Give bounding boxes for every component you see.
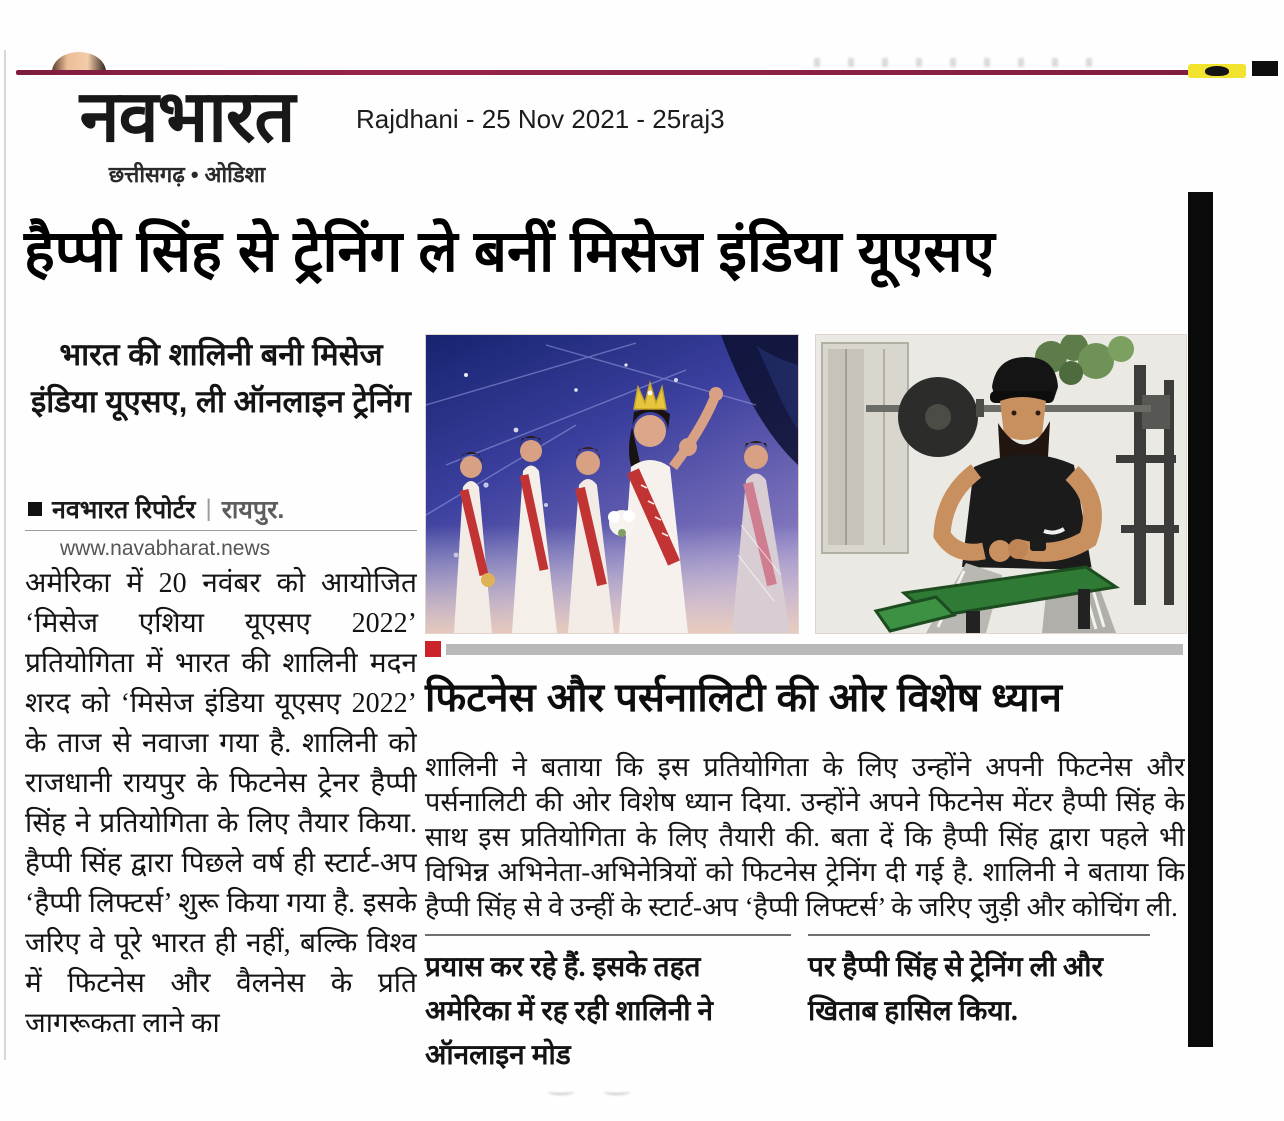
masthead-top-rule bbox=[16, 70, 1242, 75]
section-heading: फिटनेस और पर्सनालिटी की ओर विशेष ध्यान bbox=[425, 676, 1062, 720]
byline-square-icon bbox=[28, 502, 42, 516]
masthead-logo: नवभारत bbox=[79, 77, 295, 157]
gym-photo bbox=[815, 334, 1187, 634]
masthead bbox=[28, 78, 346, 189]
byline-location: रायपुर. bbox=[221, 496, 285, 524]
scan-edge-line bbox=[4, 50, 6, 1060]
lead-paragraph: अमेरिका में 20 नवंबर को आयोजित ‘मिसेज एशिया यूएसए 2022’ प्रतियोगिता में भारत की शालिनी मदन शरद को ‘मिसेज इंडिया यूएसए 2022’ के ताज से नवाजा गया है. शालिनी को राजधानी रायपुर के फिटनेस ट्रेनर हैप्पी सिंह ने प्रतियोगिता के लिए तैयार किया. हैप्पी सिंह द्वारा पिछले वर्ष ही स्टार्ट-अप ‘हैप्पी लिफ्टर्स’ शुरू किया गया है. इसके जरिए वे पूरे भारत ही नहीं, बल्कि विश्व में फिटनेस और वैलनेस के प्रति जागरूकता लाने का bbox=[25, 568, 417, 1039]
edition-line: Rajdhani - 25 Nov 2021 - 25raj3 bbox=[356, 104, 725, 134]
column-rule-black-bar bbox=[1188, 192, 1213, 1047]
byline-reporter: नवभारत रिपोर्टर bbox=[52, 496, 196, 524]
byline-separator: | bbox=[205, 495, 212, 522]
continuation-right-column: पर हैप्पी सिंह से ट्रेनिंग ली और खिताब हासिल किया. bbox=[808, 934, 1150, 1034]
section-body: शालिनी ने बताया कि इस प्रतियोगिता के लिए उन्होंने अपनी फिटनेस और पर्सनालिटी की ओर विशेष ध्यान दिया. उन्होंने अपने फिटनेस मेंटर हैप्पी सिंह के साथ इस प्रतियोगिता के लिए तैयारी की. बता दें कि हैप्पी सिंह द्वारा पहले भी विभिन्न अभिनेता-अभिनेत्रियों को फिटनेस ट्रेनिंग दी गई है. शालिनी ने बताया कि हैप्पी सिंह से वे उन्हीं के स्टार्ट-अप ‘हैप्पी लिफ्टर्स’ के जरिए जुड़ी और कोचिंग ली. bbox=[425, 752, 1185, 922]
photo-bleed-head-artifact bbox=[52, 52, 106, 72]
section-divider-bar bbox=[446, 644, 1183, 655]
section-marker-icon bbox=[425, 641, 441, 657]
black-endcap-mark bbox=[1252, 61, 1278, 76]
masthead-tagline: छत्तीसगढ़ • ओडिशा bbox=[108, 162, 266, 188]
deck-subheadline: भारत की शालिनी बनी मिसेज इंडिया यूएसए, ली ऑनलाइन ट्रेनिंग bbox=[31, 337, 411, 419]
scan-smudge-top bbox=[800, 58, 1100, 67]
pageant-photo-illustration bbox=[426, 335, 798, 633]
headline: हैप्पी सिंह से ट्रेनिंग ले बनीं मिसेज इंडिया यूएसए bbox=[24, 219, 995, 284]
gym-photo-illustration bbox=[816, 335, 1186, 633]
scan-smudge-bottom bbox=[548, 1082, 728, 1092]
byline bbox=[28, 492, 417, 526]
ink-blob-artifact bbox=[1205, 66, 1229, 76]
website-url: www.navabharat.news bbox=[60, 537, 271, 560]
pageant-photo bbox=[425, 334, 799, 634]
continuation-left-column: प्रयास कर रहे हैं. इसके तहत अमेरिका में रह रही शालिनी ने ऑनलाइन मोड bbox=[425, 934, 791, 1078]
byline-rule bbox=[25, 530, 417, 531]
